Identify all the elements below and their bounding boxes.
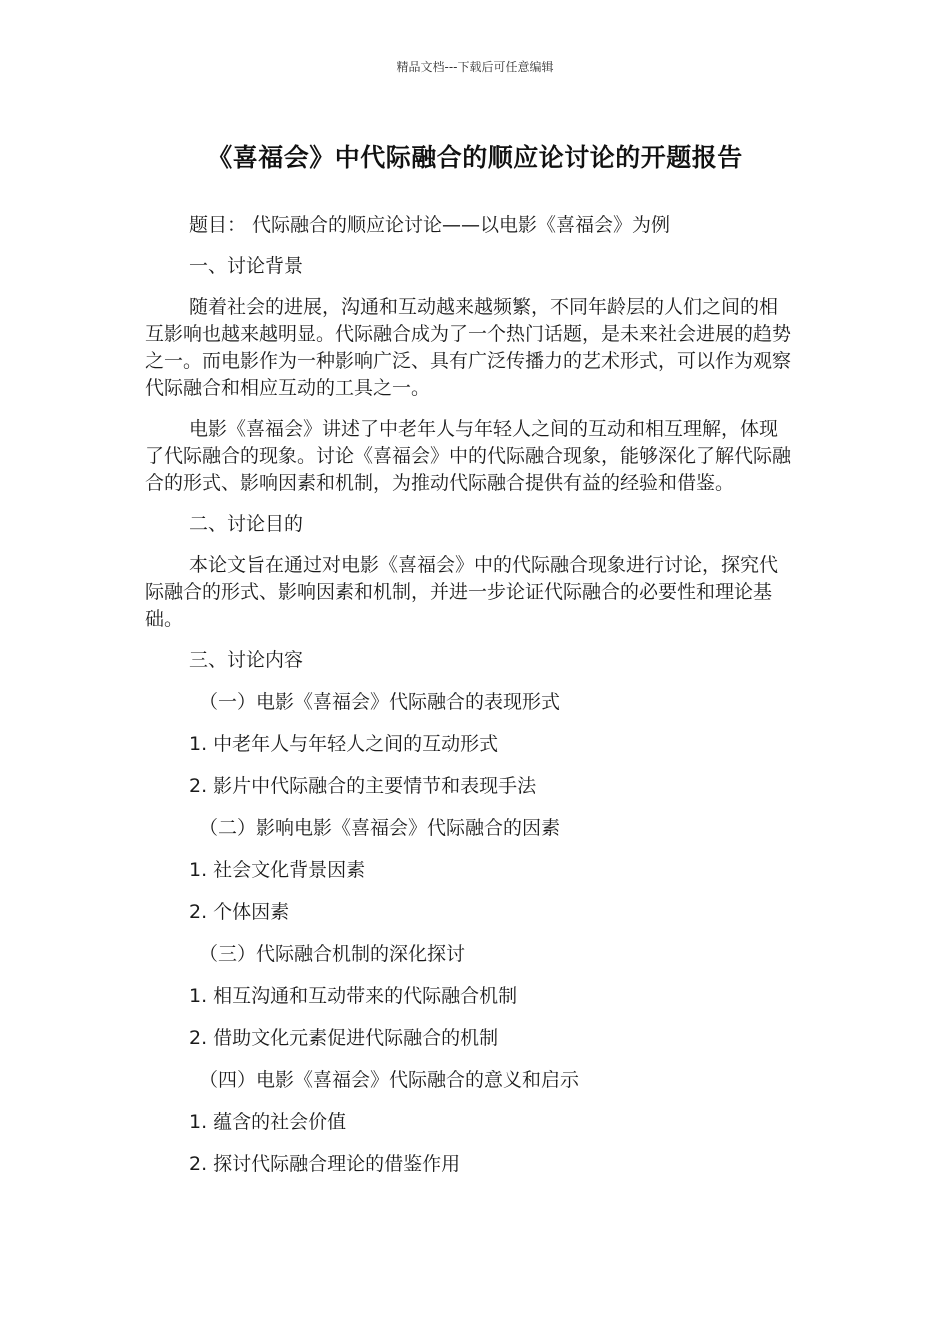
section-heading-content: 三、讨论内容 [189, 649, 304, 671]
document-body [145, 212, 795, 1178]
subsection-heading-3: （三）代际融合机制的深化探讨 [199, 943, 466, 965]
list-item: 2. 个体因素 [189, 901, 290, 923]
list-item: 1. 社会文化背景因素 [189, 859, 366, 881]
list-item: 1. 中老年人与年轻人之间的互动形式 [189, 733, 499, 755]
background-paragraph-1: 随着社会的进展，沟通和互动越来越频繁，不同年龄层的人们之间的相互影响也越来越明显。代际融合成为了一个热门话题，是未来社会进展的趋势之一。而电影作为一种影响广泛、具有广泛传播力的艺术形式，可以作为观察代际融合和相应互动的工具之一。 [145, 296, 792, 399]
list-item: 2. 探讨代际融合理论的借鉴作用 [189, 1153, 461, 1175]
list-item: 1. 蕴含的社会价值 [189, 1111, 347, 1133]
section-heading-purpose: 二、讨论目的 [189, 513, 304, 535]
background-paragraph-2: 电影《喜福会》讲述了中老年人与年轻人之间的互动和相互理解，体现了代际融合的现象。讨论《喜福会》中的代际融合现象，能够深化了解代际融合的形式、影响因素和机制，为推动代际融合提供有益的经验和借鉴。 [145, 418, 792, 494]
document-title: 《喜福会》中代际融合的顺应论讨论的开题报告 [207, 143, 743, 172]
subsection-heading-4: （四）电影《喜福会》代际融合的意义和启示 [199, 1069, 580, 1091]
list-item: 1. 相互沟通和互动带来的代际融合机制 [189, 985, 518, 1007]
purpose-paragraph: 本论文旨在通过对电影《喜福会》中的代际融合现象进行讨论，探究代际融合的形式、影响因素和机制，并进一步论证代际融合的必要性和理论基础。 [145, 554, 779, 630]
topic-line: 题目： 代际融合的顺应论讨论——以电影《喜福会》为例 [189, 214, 671, 236]
list-item: 2. 借助文化元素促进代际融合的机制 [189, 1027, 499, 1049]
subsection-heading-2: （二）影响电影《喜福会》代际融合的因素 [199, 817, 561, 839]
section-heading-background: 一、讨论背景 [189, 255, 304, 277]
page-header: 精品文档---下载后可任意编辑 [396, 60, 554, 74]
list-item: 2. 影片中代际融合的主要情节和表现手法 [189, 775, 537, 797]
subsection-heading-1: （一）电影《喜福会》代际融合的表现形式 [199, 691, 561, 713]
